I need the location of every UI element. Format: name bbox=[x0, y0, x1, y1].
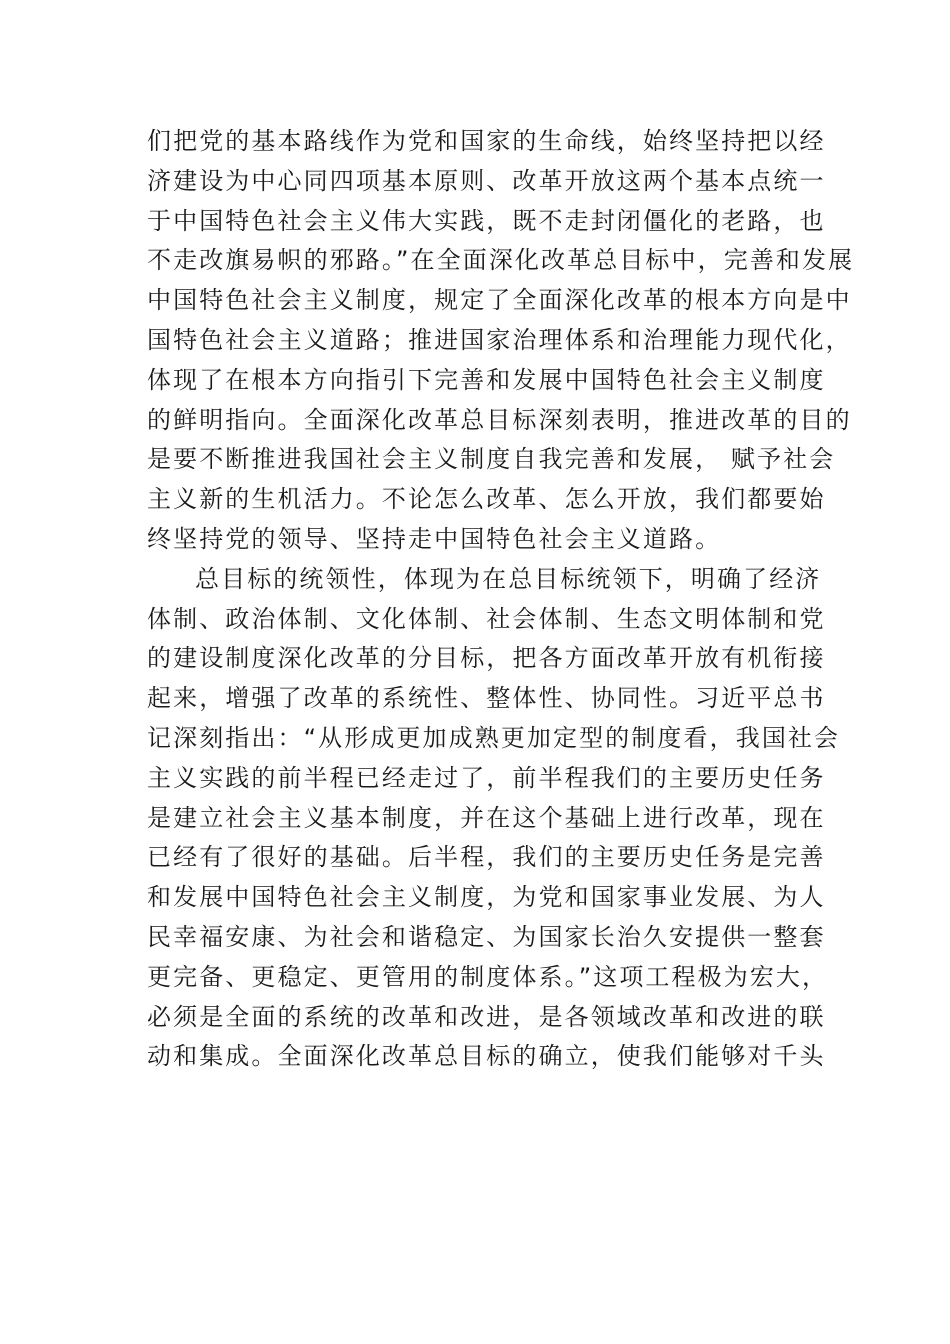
text-line: 是要不断推进我国社会主义制度自我完善和发展， 赋予社会 bbox=[147, 445, 836, 474]
text-line: 于中国特色社会主义伟大实践，既不走封闭僵化的老路，也 bbox=[147, 206, 826, 235]
text-line: 必须是全面的系统的改革和改进，是各领域改革和改进的联 bbox=[147, 1002, 826, 1031]
text-line: 济建设为中心同四项基本原则、改革开放这两个基本点统一 bbox=[147, 166, 826, 195]
text-line: 的建设制度深化改革的分目标，把各方面改革开放有机衔接 bbox=[147, 644, 826, 673]
text-line: 体现了在根本方向指引下完善和发展中国特色社会主义制度 bbox=[147, 365, 826, 394]
text-line: 和发展中国特色社会主义制度，为党和国家事业发展、为人 bbox=[147, 883, 826, 912]
text-line: 国特色社会主义道路；推进国家治理体系和治理能力现代化， bbox=[147, 325, 852, 354]
text-line: 们把党的基本路线作为党和国家的生命线，始终坚持把以经 bbox=[147, 127, 826, 155]
text-line: 主义新的生机活力。不论怎么改革、怎么开放，我们都要始 bbox=[147, 485, 826, 514]
text-line: 不走改旗易帜的邪路。”在全面深化改革总目标中，完善和发展 bbox=[147, 246, 855, 275]
text-line: 终坚持党的领导、坚持走中国特色社会主义道路。 bbox=[147, 524, 722, 553]
text-line: 是建立社会主义基本制度，并在这个基础上进行改革，现在 bbox=[147, 803, 826, 832]
text-line: 更完备、更稳定、更管用的制度体系。”这项工程极为宏大， bbox=[147, 962, 829, 991]
text-line: 动和集成。全面深化改革总目标的确立，使我们能够对千头 bbox=[147, 1042, 826, 1071]
text-line: 起来，增强了改革的系统性、整体性、协同性。习近平总书 bbox=[147, 684, 826, 713]
text-line: 体制、政治体制、文化体制、社会体制、生态文明体制和党 bbox=[147, 604, 826, 633]
text-line: 的鲜明指向。全面深化改革总目标深刻表明，推进改革的目的 bbox=[147, 405, 852, 434]
text-line: 中国特色社会主义制度，规定了全面深化改革的根本方向是中 bbox=[147, 286, 852, 315]
text-line: 记深刻指出：“从形成更加成熟更加定型的制度看，我国社会 bbox=[147, 723, 841, 752]
body-text bbox=[147, 122, 855, 1077]
text-line: 民幸福安康、为社会和谐稳定、为国家长治久安提供一整套 bbox=[147, 922, 826, 951]
paragraph-first-line: 总目标的统领性，体现为在总目标统领下，明确了经济 bbox=[195, 564, 822, 593]
text-line: 已经有了很好的基础。后半程，我们的主要历史任务是完善 bbox=[147, 843, 826, 872]
text-line: 主义实践的前半程已经走过了，前半程我们的主要历史任务 bbox=[147, 763, 826, 792]
